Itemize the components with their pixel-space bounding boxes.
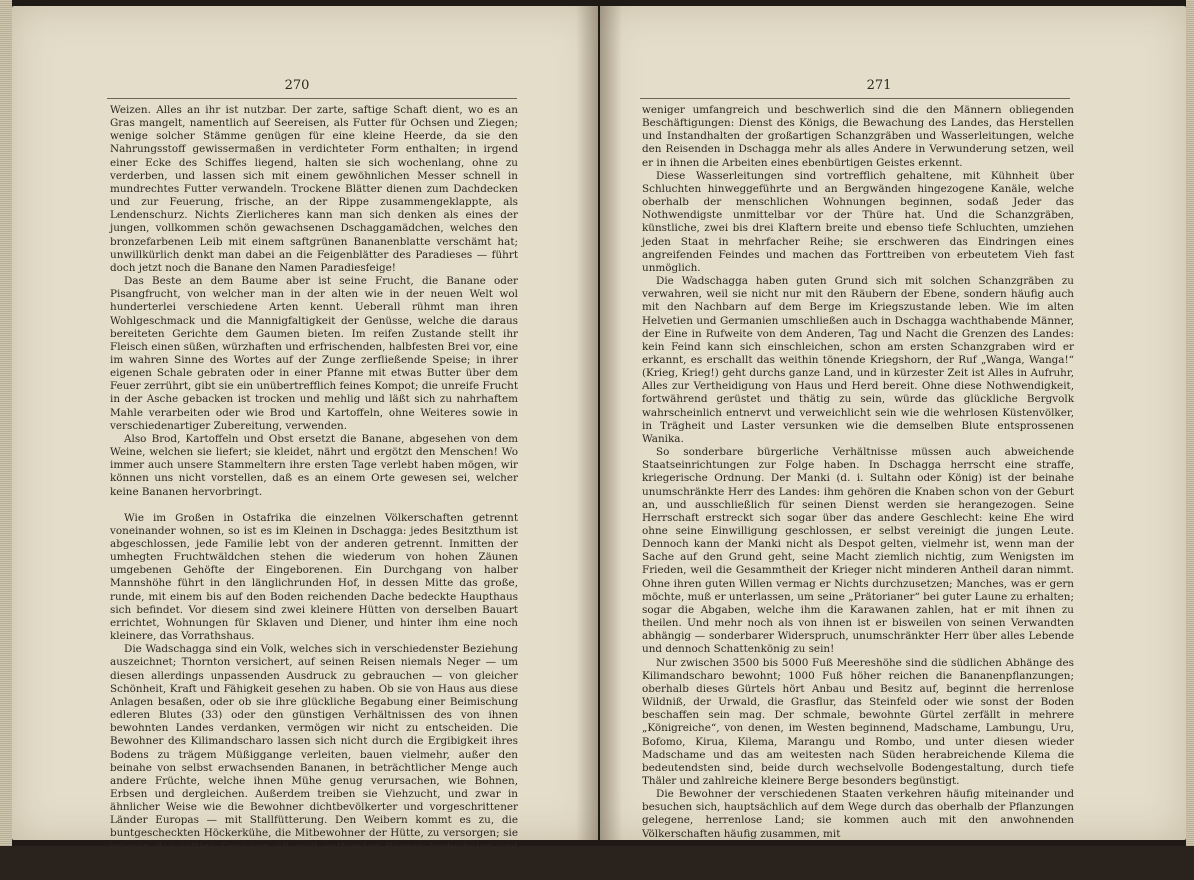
left-page-edges (0, 0, 12, 846)
paragraph: Also Brod, Kartoffeln und Obst ersetzt die Banane, abgesehen von dem Weine, welchen sie liefert; sie kleidet, nährt und ergötzt den Menschen! Wo immer auch unsere Stammeltern ihre ersten Tage verlebt haben mögen, wir können uns nicht vorstellen, daß es an einem Orte gewesen sei, welcher keine Bananen hervorbringt. (110, 432, 518, 498)
paragraph: Diese Wasserleitungen sind vortrefflich gehaltene, mit Kühnheit über Schluchten hinweggeführte und an Bergwänden hingezogene Kanäle, welche oberhalb der menschlichen Wohnungen beginnen, sodaß Jeder das Nothwendigste unmittelbar vor der Thüre hat. Und die Schanzgräben, künstliche, zwei bis drei Klaftern breite und ebenso tiefe Schluchten, umziehen jeden Staat in mehrfacher Reihe; sie erschweren das Eindringen eines angreifenden Feindes und machen das Forttreiben von erbeutetem Vieh fast unmöglich. (642, 169, 1074, 274)
right-page-edges (1186, 0, 1194, 846)
left-page-number: 270 (284, 78, 310, 93)
left-page (12, 6, 598, 879)
right-header-rule (640, 98, 1070, 99)
paragraph: Weizen. Alles an ihr ist nutzbar. Der zarte, saftige Schaft dient, wo es an Gras mangelt, namentlich auf Seereisen, als Futter für Ochsen und Ziegen; wenige solcher Stämme genügen für eine kleine Heerde, da sie den Nahrungsstoff gewissermaßen in verdichteter Form enthalten; in irgend einer Ecke des Schiffes liegend, halten sie sich wochenlang, ohne zu verderben, und lassen sich mit einem gewöhnlichen Messer schnell in mundrechtes Futter verwandeln. Trockene Blätter dienen zum Dachdecken und zur Feuerung, frische, an der Rippe zusammengeklappte, als Lendenschurz. Nichts Zierlicheres kann man sich denken als eines der jungen, vollkommen schön gewachsenen Dschaggamädchen, welches den bronzefarbenen Leib mit einem saftgrünen Bananenblatte verschämt hat; unwillkürlich denkt man dabei an die Feigenblätter des Paradieses — führt doch jetzt noch die Banane den Namen Paradiesfeige! (110, 104, 518, 274)
paragraph: weniger umfangreich und beschwerlich sind die den Männern obliegenden Beschäftigungen: Dienst des Königs, die Bewachung des Landes, das Herstellen und Instandhalten der großartigen Schanzgräben und Wasserleitungen, welche den Reisenden in Dschagga mehr als alles Andere in Verwunderung setzen, weil er in ihnen die Arbeiten eines ebenbürtigen Geistes erkennt. (642, 104, 1074, 169)
paragraph: Nur zwischen 3500 bis 5000 Fuß Meereshöhe sind die südlichen Abhänge des Kilimandscharo bewohnt; 1000 Fuß höher reichen die Bananenpflanzungen; oberhalb dieses Gürtels hört Anbau und Besitz auf, beginnt die herrenlose Wildniß, der Urwald, die Grasflur, das Steinfeld oder wie sonst der Boden beschaffen sein mag. Der schmale, bewohnte Gürtel zerfällt in mehrere „Königreiche“, von denen, im Westen beginnend, Madschame, Lambungu, Uru, Bofomo, Kirua, Kilema, Marangu und Rombo, und unter diesen wieder Madschame und das am weitesten nach Süden herabreichende Kilema die bedeutendsten sind, beide durch wechselvolle Bodengestaltung, durch tiefe Thäler und zahlreiche kleinere Berge besonders begünstigt. (642, 656, 1074, 787)
paragraph: Wie im Großen in Ostafrika die einzelnen Völkerschaften getrennt voneinander wohnen, so ist es im Kleinen in Dschagga: jedes Besitzthum ist abgeschlossen, jede Familie lebt von der anderen getrennt. Inmitten der umhegten Fruchtwäldchen stehen die wiederum von hohen Zäunen umgebenen Gehöfte der Eingeborenen. Ein Durchgang von halber Mannshöhe führt in den länglichrunden Hof, in dessen Mitte das große, runde, mit einem bis auf den Boden reichenden Dache bedeckte Haupthaus sich befindet. Vor diesem sind zwei kleinere Hütten von derselben Bauart errichtet, Wohnungen für Sklaven und Diener, und hinter ihm eine noch kleinere, das Vorrathshaus. (110, 511, 518, 643)
left-page-text (110, 104, 518, 880)
left-header-rule (107, 98, 517, 99)
paragraph: Die Bewohner der verschiedenen Staaten verkehren häufig miteinander und besuchen sich, hauptsächlich auf dem Wege durch das oberhalb der Pflanzungen gelegene, herrenlose Land; sie kommen auch mit den anwohnenden Völkerschaften häufig zusammen, mit (642, 788, 1074, 840)
right-page-text (642, 104, 1074, 841)
right-page-number: 271 (866, 78, 892, 93)
right-page (600, 6, 1186, 840)
paragraph: Die Wadschagga haben guten Grund sich mit solchen Schanzgräben zu verwahren, weil sie nicht nur mit den Räubern der Ebene, sondern häufig auch mit den Nachbarn auf dem Berge im Kriegszustande leben. Wie im alten Helvetien und Germanien umschließen auch in Dschagga wachthabende Männer, der Eine in Rufweite von dem Anderen, Tag und Nacht die Grenzen des Landes: kein Feind kann sich einschleichen, schon am ersten Schanzgraben wird er erkannt, es erschallt das weithin tönende Kriegshorn, der Ruf „Wanga, Wanga!“ (Krieg, Krieg!) geht durchs ganze Land, und in kürzester Zeit ist Alles in Aufruhr, Alles zur Vertheidigung von Haus und Herd bereit. Ohne diese Nothwendigkeit, fortwährend gerüstet und thätig zu sein, würde das glückliche Bergvolk wahrscheinlich entnervt und verweichlicht sein wie die wehrlosen Küstenvölker, in Trägheit und Laster versunken wie die demselben Blute entsprossenen Wanika. (642, 275, 1074, 445)
paragraph: Die Wadschagga sind ein Volk, welches sich in verschiedenster Beziehung auszeichnet; Thornton versichert, auf seinen Reisen niemals Neger — um diesen allerdings unpassenden Ausdruck zu gebrauchen — von gleicher Schönheit, Kraft und Fähigkeit gesehen zu haben. Ob sie von Haus aus diese Anlagen besaßen, oder ob sie ihre glückliche Begabung einer Beimischung edleren Blutes (33) oder den günstigen Verhältnissen des von ihnen bewohnten Landes verdanken, vermögen wir nicht zu entscheiden. Die Bewohner des Kilimandscharo lassen sich nicht durch die Ergibigkeit ihres Bodens zu trägem Müßiggange verleiten, bauen vielmehr, außer den beinahe von selbst erwachsenden Bananen, in beträchtlicher Menge auch andere Früchte, welche ihnen Mühe genug verursachen, wie Bohnen, Erbsen und dergleichen. Außerdem treiben sie Viehzucht, und zwar in ähnlicher Weise wie die Bewohner dichtbevölkerter und vorgeschrittener Länder Europas — mit Stallfütterung. Den Weibern kommt es zu, die buntgescheckten Höckerkühe, die Mitbewohner der Hütte, zu versorgen; sie müssen das saftige Gras von oft weit entfernten Bergen herbeiholen und täglich den kostbaren Dünger in Körben auf die Felder schaffen, haben also immer vollauf zu thun. Kaum (110, 643, 518, 879)
paragraph: So sonderbare bürgerliche Verhältnisse müssen auch abweichende Staatseinrichtungen zur Folge haben. In Dschagga herrscht eine straffe, kriegerische Ordnung. Der Manki (d. i. Sultahn oder König) ist der beinahe unumschränkte Herr des Landes: ihm gehören die Knaben schon von der Geburt an, und ausschließlich für seinen Dienst werden sie herangezogen. Seine Herrschaft erstreckt sich sogar über das andere Geschlecht: keine Ehe wird ohne seine Einwilligung geschlossen, er selbst vereinigt die jungen Leute. Dennoch kann der Manki nicht als Despot gelten, vielmehr ist, wenn man der Sache auf den Grund geht, seine Macht ziemlich nichtig, zum Wenigsten im Frieden, weil die Gesammtheit der Krieger nicht minderen Antheil daran nimmt. Ohne ihren guten Willen vermag er Nichts durchzusetzen; Manches, was er gern möchte, muß er unterlassen, um seine „Prätorianer“ bei guter Laune zu erhalten; sogar die Abgaben, welche ihm die Karawanen zahlen, hat er mit ihnen zu theilen. Und mehr noch als von ihnen ist er bisweilen von seinen Verwandten abhängig — sonderbarer Widerspruch, unumschränkter Herr über alles Lebende und dennoch Schattenkönig zu sein! (642, 446, 1074, 656)
paragraph: Das Beste an dem Baume aber ist seine Frucht, die Banane oder Pisangfrucht, von welcher man in der alten wie in der neuen Welt wol hunderterlei verschiedene Arten kennt. Ueberall rühmt man ihren Wohlgeschmack und die Mannigfaltigkeit der Genüsse, welche die daraus bereiteten Gerichte dem Gaumen bieten. Im reifen Zustande stellt ihr Fleisch einen süßen, würzhaften und erfrischenden, halbfesten Brei vor, eine im wahren Sinne des Wortes auf der Zunge zerfließende Speise; in ihrer eigenen Schale gebraten oder in einer Pfanne mit etwas Butter über dem Feuer zerrührt, gibt sie ein unübertrefflich feines Kompot; die unreife Frucht in der Asche gebacken ist trocken und mehlig und läßt sich zu nahrhaftem Mahle verarbeiten oder wie Brod und Kartoffeln, ohne Weiteres sowie in verschiedenartiger Zubereitung, verwenden. (110, 275, 518, 432)
